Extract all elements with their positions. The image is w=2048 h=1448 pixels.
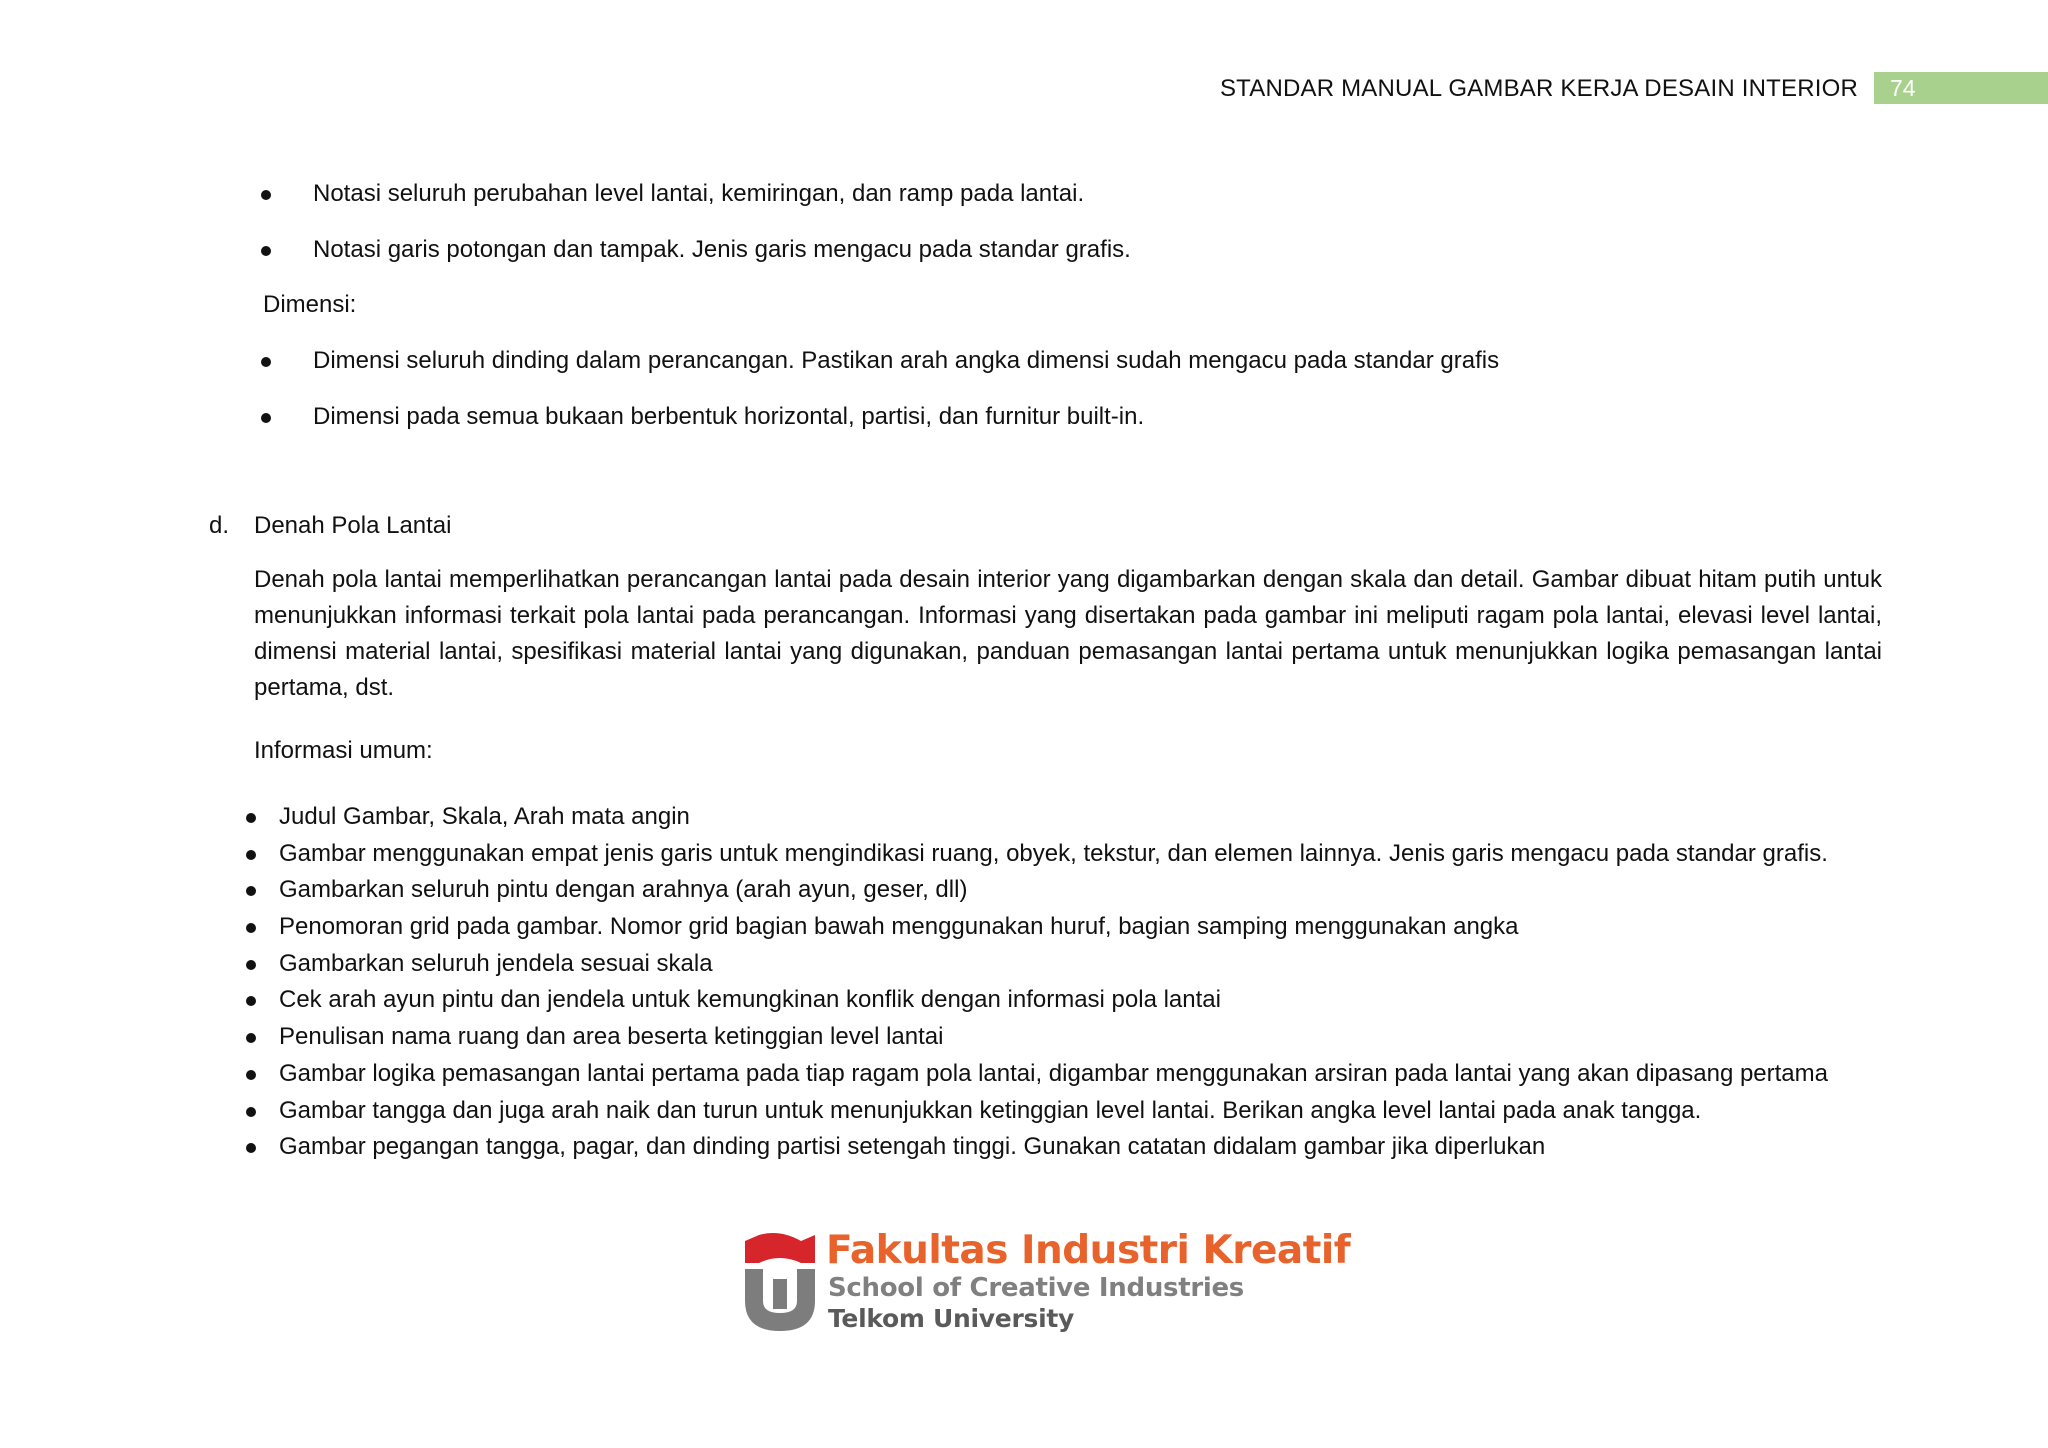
list-item: Notasi seluruh perubahan level lantai, kemiringan, dan ramp pada lantai. [258, 176, 1878, 232]
list-item: Gambar tangga dan juga arah naik dan turun untuk menunjukkan ketinggian level lantai. Berikan angka level lantai pada anak tangga. [244, 1093, 1944, 1130]
list-item: Cek arah ayun pintu dan jendela untuk kemungkinan konflik dengan informasi pola lantai [244, 982, 1944, 1019]
list-item: Dimensi pada semua bukaan berbentuk horizontal, partisi, dan furnitur built-in. [258, 399, 1878, 455]
logo-stem [773, 1279, 787, 1309]
list-item: Dimensi seluruh dinding dalam perancangan. Pastikan arah angka dimensi sudah mengacu pada standar grafis [258, 343, 1878, 399]
section-marker: d. [209, 512, 230, 539]
list-item: Gambar menggunakan empat jenis garis untuk mengindikasi ruang, obyek, tekstur, dan elemen lainnya. Jenis garis mengacu pada standar grafis. [244, 836, 1944, 873]
list-item: Penomoran grid pada gambar. Nomor grid bagian bawah menggunakan huruf, bagian samping menggunakan angka [244, 909, 1944, 946]
notation-list [258, 176, 1878, 288]
footer-logo [740, 1228, 1351, 1338]
logo-flag [745, 1233, 815, 1263]
section-title: Denah Pola Lantai [254, 512, 452, 539]
list-item: Gambar pegangan tangga, pagar, dan dinding partisi setengah tinggi. Gunakan catatan didalam gambar jika diperlukan [244, 1129, 1944, 1166]
logo-subtitle: School of Creative Industries [828, 1273, 1244, 1303]
list-item: Penulisan nama ruang dan area beserta ketinggian level lantai [244, 1019, 1944, 1056]
telkom-university-logo-icon [745, 1233, 815, 1333]
dimensi-list [258, 343, 1878, 455]
list-item: Gambarkan seluruh jendela sesuai skala [244, 946, 1944, 983]
list-item: Gambarkan seluruh pintu dengan arahnya (arah ayun, geser, dll) [244, 872, 1944, 909]
list-item: Gambar logika pemasangan lantai pertama pada tiap ragam pola lantai, digambar menggunakan arsiran pada lantai yang akan dipasang pertama [244, 1056, 1944, 1093]
dimensi-label: Dimensi: [263, 291, 357, 318]
logo-institution: Telkom University [828, 1304, 1074, 1333]
list-item: Judul Gambar, Skala, Arah mata angin [244, 799, 1944, 836]
page-header [0, 72, 2048, 106]
info-list [244, 799, 1944, 1166]
page-number: 74 [1874, 72, 2048, 104]
section-paragraph: Denah pola lantai memperlihatkan perancangan lantai pada desain interior yang digambarkan dengan skala dan detail. Gambar dibuat hitam putih untuk menunjukkan informasi terkait pola lantai pada perancangan. Informasi yang disertakan pada gambar ini meliputi ragam pola lantai, elevasi level lantai, dimensi material lantai, spesifikasi material lantai yang digunakan, panduan pemasangan lantai pertama untuk menunjukkan logika pemasangan lantai pertama, dst. [254, 566, 1882, 701]
list-item: Notasi garis potongan dan tampak. Jenis garis mengacu pada standar grafis. [258, 232, 1878, 288]
info-label: Informasi umum: [254, 737, 433, 764]
logo-title: Fakultas Industri Kreatif [826, 1228, 1351, 1273]
document-title: STANDAR MANUAL GAMBAR KERJA DESAIN INTERIOR [1219, 75, 1858, 102]
